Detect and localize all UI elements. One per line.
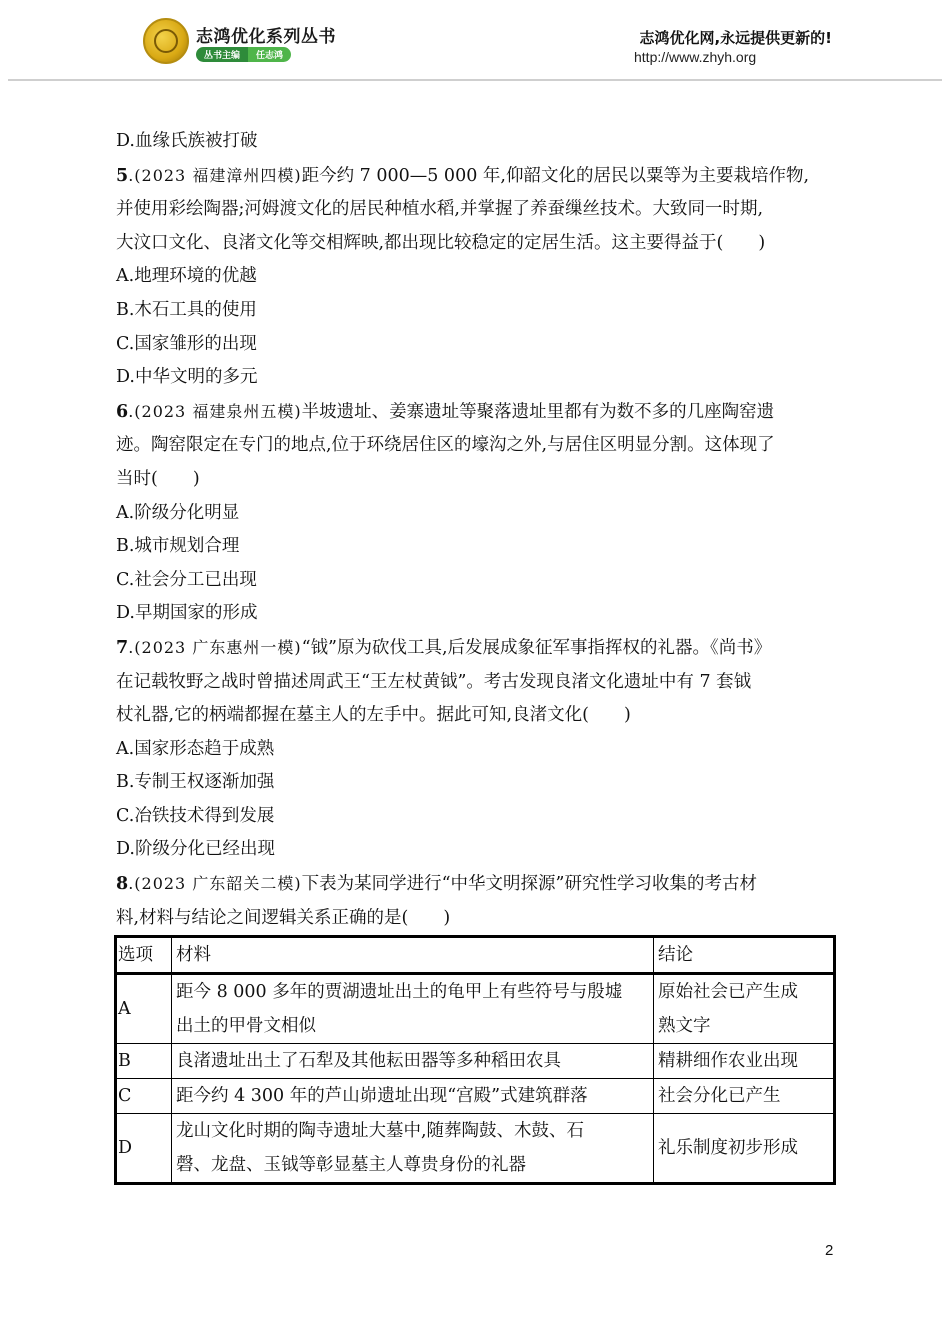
table-row [116, 1114, 835, 1184]
q6-text1: 半坡遗址、姜寨遗址等聚落遗址里都有为数不多的几座陶窑遗 [301, 401, 775, 422]
row-material: 良渚遗址出土了石犁及其他耘田器等多种稻田农具 [172, 1044, 654, 1079]
q7-option-b: B.专制王权逐渐加强 [116, 772, 275, 793]
row-conclusion: 原始社会已产生成 熟文字 [654, 974, 835, 1044]
brand-subtitle [196, 47, 291, 61]
brand-logo-icon [143, 18, 189, 64]
q6-option-d: D.早期国家的形成 [116, 603, 258, 624]
q5-option-a: A.地理环境的优越 [116, 266, 257, 287]
brand-tag: 丛书主编 [196, 47, 248, 62]
page-number: 2 [825, 1242, 834, 1259]
q7-option-a: A.国家形态趋于成熟 [116, 738, 275, 759]
header-option: 选项 [116, 937, 172, 974]
q8-text1: 下表为某同学进行“中华文明探源”研究性学习收集的考古材 [301, 874, 757, 895]
q8-line2: 料,材料与结论之间逻辑关系正确的是( ) [116, 907, 451, 928]
row-option: D [116, 1114, 172, 1184]
table-row [116, 974, 835, 1044]
q7-text1: “钺”原为砍伐工具,后发展成象征军事指挥权的礼器。《尚书》 [301, 637, 772, 658]
table-row [116, 1079, 835, 1114]
brand-title: 志鸿优化系列丛书 [196, 27, 336, 47]
header-conclusion: 结论 [654, 937, 835, 974]
q6-option-a: A.阶级分化明显 [116, 502, 240, 523]
q7-number: 7 [116, 637, 129, 658]
q6-line2: 迹。陶窑限定在专门的地点,位于环绕居住区的壕沟之外,与居住区明显分割。这体现了 [116, 435, 775, 456]
materials-table [114, 935, 836, 1185]
q8-number: 8 [116, 874, 129, 895]
q5-option-c: C.国家雏形的出现 [116, 333, 257, 354]
q6-line1 [116, 395, 841, 430]
q5-option-b: B.木石工具的使用 [116, 299, 257, 320]
header-material: 材料 [172, 937, 654, 974]
row-option: C [116, 1079, 172, 1114]
question-content [116, 125, 841, 935]
header-slogan: 志鸿优化网,永远提供更新的! [639, 29, 832, 47]
row-conclusion: 礼乐制度初步形成 [654, 1114, 835, 1184]
row-material: 距今 8 000 多年的贾湖遗址出土的龟甲上有些符号与殷墟 出土的甲骨文相似 [172, 974, 654, 1044]
q6-source: .(2023 福建泉州五模) [128, 401, 302, 421]
row-option: A [116, 974, 172, 1044]
row-option: B [116, 1044, 172, 1079]
q5-number: 5 [116, 165, 129, 186]
table-header-row [116, 937, 835, 974]
page-header [0, 0, 950, 82]
table-row [116, 1044, 835, 1079]
q5-option-d: D.中华文明的多元 [116, 367, 258, 388]
row-material: 龙山文化时期的陶寺遗址大墓中,随葬陶鼓、木鼓、石 磬、龙盘、玉钺等彰显墓主人尊贵身份的礼器 [172, 1114, 654, 1184]
q7-line3: 杖礼器,它的柄端都握在墓主人的左手中。据此可知,良渚文化( ) [116, 705, 631, 726]
brand-editor: 任志鸿 [248, 47, 291, 62]
q7-line2: 在记载牧野之战时曾描述周武王“王左杖黄钺”。考古发现良渚文化遗址中有 7 套钺 [116, 671, 752, 692]
q7-option-c: C.冶铁技术得到发展 [116, 805, 275, 826]
q6-number: 6 [116, 401, 129, 422]
row-material: 距今约 4 300 年的芦山峁遗址出现“宫殿”式建筑群落 [172, 1079, 654, 1114]
q5-text1: 距今约 7 000—5 000 年,仰韶文化的居民以粟等为主要栽培作物, [301, 165, 810, 186]
header-url[interactable]: http://www.zhyh.org [634, 49, 757, 65]
q4-option-d: D.血缘氏族被打破 [116, 131, 258, 151]
q7-line1 [116, 631, 841, 666]
q8-line1 [116, 867, 841, 902]
q5-line3: 大汶口文化、良渚文化等交相辉映,都出现比较稳定的定居生活。这主要得益于( ) [116, 232, 766, 253]
q7-source: .(2023 广东惠州一模) [128, 637, 302, 657]
q5-line1 [116, 159, 841, 194]
q7-option-d: D.阶级分化已经出现 [116, 839, 275, 860]
q5-line2: 并使用彩绘陶器;河姆渡文化的居民种植水稻,并掌握了养蚕缫丝技术。大致同一时期, [116, 199, 764, 220]
q6-option-b: B.城市规划合理 [116, 536, 240, 557]
q6-option-c: C.社会分工已出现 [116, 569, 257, 590]
q5-source: .(2023 福建漳州四模) [128, 165, 302, 185]
q8-source: .(2023 广东韶关二模) [128, 874, 302, 894]
row-conclusion: 精耕细作农业出现 [654, 1044, 835, 1079]
header-divider [8, 79, 942, 81]
row-conclusion: 社会分化已产生 [654, 1079, 835, 1114]
q6-line3: 当时( ) [116, 468, 200, 489]
